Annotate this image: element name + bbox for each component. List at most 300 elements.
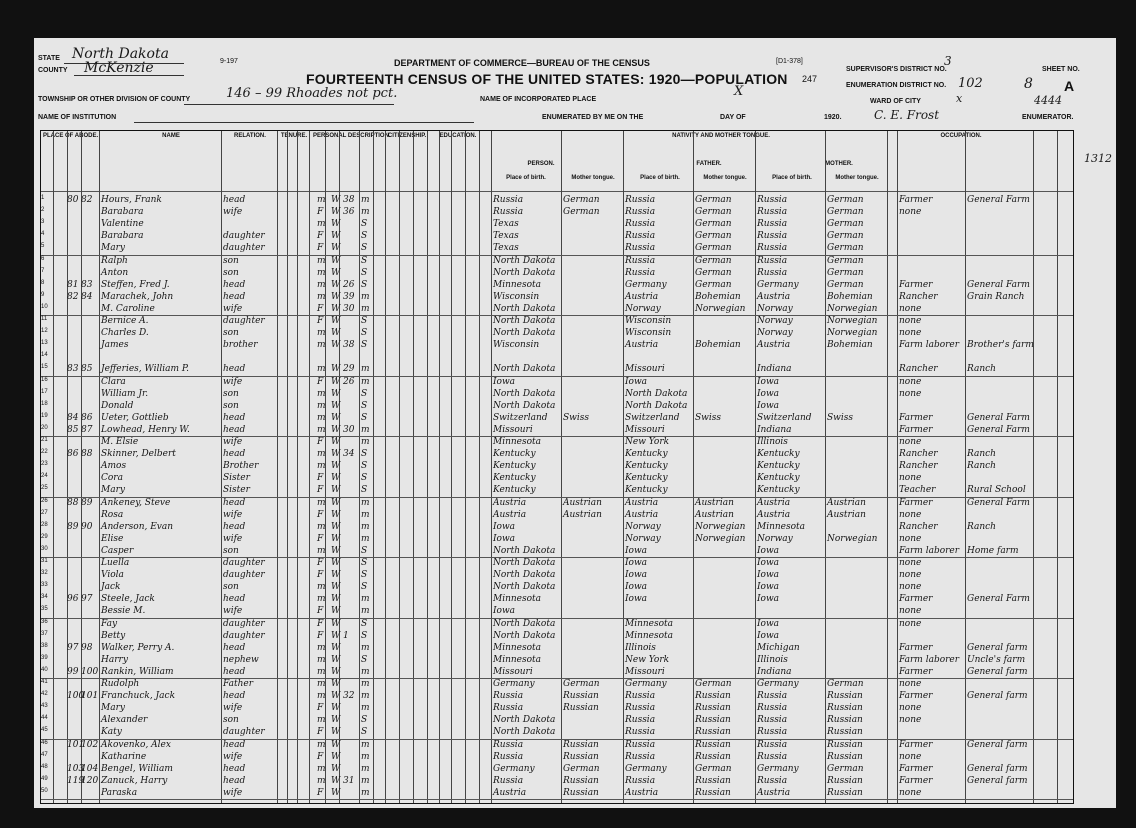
cell-fpob: Russia bbox=[625, 243, 656, 254]
cell-pob: North Dakota bbox=[493, 630, 556, 641]
cell-ms: S bbox=[361, 545, 368, 556]
cell-occ: Rancher bbox=[899, 461, 938, 472]
cell-pob: North Dakota bbox=[493, 303, 556, 314]
cell-occ: none bbox=[899, 606, 922, 617]
cell-age: 26 bbox=[343, 376, 355, 387]
cell-occ: none bbox=[899, 388, 922, 399]
cell-mmt: German bbox=[827, 219, 864, 230]
cell-occ: Farmer bbox=[899, 279, 933, 290]
cell-age: 1 bbox=[343, 630, 349, 641]
cell-fpob: Germany bbox=[625, 279, 667, 290]
cell-mt: Russian bbox=[563, 739, 599, 750]
cell-fpob: Iowa bbox=[625, 376, 648, 387]
state-value: North Dakota bbox=[72, 46, 169, 62]
section-education: EDUCATION. bbox=[439, 133, 477, 139]
cell-fpob: Russia bbox=[625, 195, 656, 205]
table-row bbox=[41, 207, 1073, 220]
cell-occ: none bbox=[899, 582, 922, 593]
cell-ms: S bbox=[361, 412, 368, 423]
cell-fpob: Missouri bbox=[625, 666, 665, 677]
cell-ind: Ranch bbox=[967, 449, 996, 460]
cell-ms: m bbox=[361, 195, 370, 205]
cell-rel: wife bbox=[223, 437, 243, 447]
cell-ms: m bbox=[361, 533, 370, 544]
cell-ms: S bbox=[361, 255, 368, 266]
cell-name: Barabara bbox=[101, 231, 144, 242]
cell-occ: Farmer bbox=[899, 666, 933, 677]
cell-rc: W bbox=[331, 509, 341, 520]
cell-rc: W bbox=[331, 787, 341, 798]
cell-fmt: Norwegian bbox=[695, 533, 746, 544]
cell-rel: son bbox=[223, 400, 239, 411]
cell-pob: North Dakota bbox=[493, 727, 556, 738]
cell-pob: Kentucky bbox=[493, 449, 536, 460]
cell-fmt: Russian bbox=[695, 739, 731, 750]
cell-dw: 86 bbox=[67, 449, 79, 460]
cell-name: Lowhead, Henry W. bbox=[101, 424, 190, 435]
cell-mmt: Russian bbox=[827, 727, 863, 738]
cell-name: Clara bbox=[101, 376, 126, 387]
cell-n: 4 bbox=[41, 231, 45, 238]
form-number: 9-197 bbox=[220, 58, 238, 65]
cell-mmt: German bbox=[827, 763, 864, 774]
cell-pob: Iowa bbox=[493, 533, 516, 544]
cell-pob: Russia bbox=[493, 751, 524, 762]
cell-fmt: Russian bbox=[695, 703, 731, 714]
cell-sx: F bbox=[317, 473, 324, 484]
cell-rc: W bbox=[331, 449, 341, 460]
cell-dw: 103 bbox=[67, 763, 85, 774]
cell-ms: S bbox=[361, 267, 368, 278]
cell-n: 40 bbox=[41, 666, 48, 673]
cell-mpob: Russia bbox=[757, 715, 788, 726]
cell-name: Valentine bbox=[101, 219, 144, 230]
cell-occ: Farmer bbox=[899, 763, 933, 774]
cell-fpob: North Dakota bbox=[625, 388, 688, 399]
table-row bbox=[41, 679, 1073, 692]
cell-dw: 84 bbox=[67, 412, 79, 423]
table-row bbox=[41, 268, 1073, 281]
cell-fpob: Austria bbox=[625, 340, 659, 351]
cell-sx: m bbox=[317, 582, 326, 593]
cell-pob: Russia bbox=[493, 739, 524, 750]
col-place-of-birth-father: Place of birth. bbox=[640, 175, 680, 181]
cell-occ: none bbox=[899, 787, 922, 798]
cell-mpob: Russia bbox=[757, 207, 788, 218]
table-row bbox=[41, 534, 1073, 547]
county-value: McKenzie bbox=[84, 60, 154, 76]
cell-name: Anderson, Evan bbox=[101, 521, 174, 532]
cell-fpob: Russia bbox=[625, 691, 656, 702]
cell-pob: Wisconsin bbox=[493, 340, 540, 351]
cell-fpob: Iowa bbox=[625, 570, 648, 581]
cell-mpob: Illinois bbox=[757, 654, 788, 665]
table-row bbox=[41, 413, 1073, 426]
cell-age: 26 bbox=[343, 279, 355, 290]
supervisor-label: SUPERVISOR'S DISTRICT NO. bbox=[846, 66, 947, 73]
cell-dw: 81 bbox=[67, 279, 79, 290]
cell-pob: Minnesota bbox=[493, 654, 542, 665]
cell-fpob: Wisconsin bbox=[625, 316, 672, 326]
cell-rel: head bbox=[223, 775, 246, 786]
cell-rc: W bbox=[331, 679, 341, 689]
cell-n: 1 bbox=[41, 195, 45, 201]
cell-rc: W bbox=[331, 533, 341, 544]
cell-fmt: Norwegian bbox=[695, 303, 746, 314]
cell-sx: F bbox=[317, 207, 324, 218]
cell-name: James bbox=[101, 340, 129, 351]
cell-age: 29 bbox=[343, 364, 355, 375]
cell-mmt: Norwegian bbox=[827, 328, 878, 339]
cell-mpob: Russia bbox=[757, 255, 788, 266]
cell-ind: Rural School bbox=[967, 485, 1026, 496]
cell-fpob: Missouri bbox=[625, 364, 665, 375]
cell-sx: m bbox=[317, 521, 326, 532]
cell-occ: Rancher bbox=[899, 291, 938, 302]
cell-mmt: Russian bbox=[827, 739, 863, 750]
cell-rc: W bbox=[331, 376, 341, 387]
cell-name: Franchuck, Jack bbox=[101, 691, 176, 702]
side-number: 1312 bbox=[1084, 152, 1112, 165]
cell-pob: Minnesota bbox=[493, 594, 542, 605]
cell-fam: 84 bbox=[81, 291, 93, 302]
cell-pob: North Dakota bbox=[493, 316, 556, 326]
cell-mt: Swiss bbox=[563, 412, 589, 423]
cell-rc: W bbox=[331, 485, 341, 496]
cell-rel: daughter bbox=[223, 316, 265, 326]
cell-rel: wife bbox=[223, 303, 243, 314]
cell-sx: F bbox=[317, 630, 324, 641]
cell-ms: m bbox=[361, 679, 370, 689]
cell-dw: 100 bbox=[67, 691, 85, 702]
cell-sx: m bbox=[317, 364, 326, 375]
cell-rc: W bbox=[331, 400, 341, 411]
cell-name: Mary bbox=[101, 485, 125, 496]
cell-mpob: Minnesota bbox=[757, 521, 806, 532]
cell-fpob: Norway bbox=[625, 303, 661, 314]
cell-rel: daughter bbox=[223, 727, 265, 738]
page-stamp: 247 bbox=[802, 74, 818, 84]
cell-age: 32 bbox=[343, 691, 355, 702]
cell-mmt: German bbox=[827, 207, 864, 218]
cell-name: Katy bbox=[101, 727, 122, 738]
cell-fmt: Bohemian bbox=[695, 340, 741, 351]
cell-rel: Sister bbox=[223, 485, 250, 496]
cell-mmt: Russian bbox=[827, 715, 863, 726]
cell-rc: W bbox=[331, 461, 341, 472]
cell-mmt: German bbox=[827, 267, 864, 278]
cell-pob: Austria bbox=[493, 497, 527, 508]
cell-mpob: Austria bbox=[757, 509, 791, 520]
cell-name: Akovenko, Alex bbox=[101, 739, 171, 750]
cell-mpob: Norway bbox=[757, 533, 793, 544]
cell-sx: m bbox=[317, 388, 326, 399]
cell-ms: S bbox=[361, 654, 368, 665]
cell-rc: W bbox=[331, 279, 341, 290]
cell-pob: Texas bbox=[493, 231, 519, 242]
cell-ms: m bbox=[361, 497, 370, 508]
table-row bbox=[41, 389, 1073, 402]
cell-fpob: Missouri bbox=[625, 424, 665, 435]
cell-sx: m bbox=[317, 715, 326, 726]
cell-rc: W bbox=[331, 763, 341, 774]
header-divider bbox=[41, 191, 1073, 192]
cell-mmt: Russian bbox=[827, 751, 863, 762]
cell-rc: W bbox=[331, 388, 341, 399]
cell-fpob: Russia bbox=[625, 727, 656, 738]
cell-rel: son bbox=[223, 582, 239, 593]
cell-sx: m bbox=[317, 195, 326, 205]
cell-fmt: Austrian bbox=[695, 509, 734, 520]
col-mother-tongue-person: Mother tongue. bbox=[571, 175, 615, 181]
cell-rel: Sister bbox=[223, 473, 250, 484]
cell-occ: Farmer bbox=[899, 739, 933, 750]
cell-fam: 82 bbox=[81, 195, 93, 205]
cell-fpob: Minnesota bbox=[625, 630, 674, 641]
cell-fam: 120 bbox=[81, 775, 99, 786]
cell-rc: W bbox=[331, 642, 341, 653]
cell-fpob: Iowa bbox=[625, 594, 648, 605]
cell-n: 18 bbox=[41, 400, 48, 407]
cell-mmt: German bbox=[827, 279, 864, 290]
cell-n: 24 bbox=[41, 473, 48, 480]
cell-rc: W bbox=[331, 618, 341, 629]
cell-pob: Missouri bbox=[493, 424, 533, 435]
cell-n: 13 bbox=[41, 340, 48, 347]
cell-name: Fay bbox=[101, 618, 118, 629]
cell-ind: Home farm bbox=[967, 545, 1019, 556]
cell-mpob: Austria bbox=[757, 340, 791, 351]
cell-ind: General Farm bbox=[967, 424, 1030, 435]
cell-mmt: German bbox=[827, 243, 864, 254]
cell-rc: W bbox=[331, 267, 341, 278]
cell-rc: W bbox=[331, 606, 341, 617]
cell-n: 49 bbox=[41, 775, 48, 782]
cell-mpob: Iowa bbox=[757, 570, 780, 581]
cell-fmt: Norwegian bbox=[695, 521, 746, 532]
cell-mpob: Russia bbox=[757, 727, 788, 738]
cell-n: 11 bbox=[41, 316, 48, 322]
cell-mmt: German bbox=[827, 195, 864, 205]
cell-occ: Farm laborer bbox=[899, 654, 960, 665]
cell-mpob: Kentucky bbox=[757, 485, 800, 496]
cell-occ: Rancher bbox=[899, 521, 938, 532]
cell-sx: m bbox=[317, 328, 326, 339]
cell-pob: Germany bbox=[493, 763, 535, 774]
cell-rel: head bbox=[223, 279, 246, 290]
cell-mmt: Bohemian bbox=[827, 291, 873, 302]
cell-n: 46 bbox=[41, 739, 48, 746]
cell-pob: Russia bbox=[493, 195, 524, 205]
cell-dw: 85 bbox=[67, 424, 79, 435]
cell-sx: m bbox=[317, 412, 326, 423]
cell-rel: Brother bbox=[223, 461, 259, 472]
cell-mmt: German bbox=[827, 231, 864, 242]
cell-n: 9 bbox=[41, 291, 45, 298]
cell-mt: German bbox=[563, 195, 600, 205]
cell-mpob: Iowa bbox=[757, 582, 780, 593]
cell-fam: 101 bbox=[81, 691, 99, 702]
cell-n: 8 bbox=[41, 279, 45, 286]
table-row bbox=[41, 401, 1073, 414]
cell-fpob: Austria bbox=[625, 291, 659, 302]
enumerated-label: ENUMERATED BY ME ON THE bbox=[542, 114, 644, 121]
table-row bbox=[41, 280, 1073, 293]
cell-fpob: Russia bbox=[625, 207, 656, 218]
cell-name: Donald bbox=[101, 400, 134, 411]
cell-ms: S bbox=[361, 727, 368, 738]
cell-rc: W bbox=[331, 521, 341, 532]
table-row bbox=[41, 498, 1073, 511]
cell-sx: F bbox=[317, 727, 324, 738]
cell-mmt: Norwegian bbox=[827, 533, 878, 544]
cell-name: Rudolph bbox=[101, 679, 140, 689]
cell-rc: W bbox=[331, 751, 341, 762]
cell-fpob: North Dakota bbox=[625, 400, 688, 411]
cell-fpob: Russia bbox=[625, 715, 656, 726]
cell-ms: S bbox=[361, 449, 368, 460]
cell-mpob: Indiana bbox=[757, 666, 792, 677]
cell-pob: Russia bbox=[493, 775, 524, 786]
cell-dw: 88 bbox=[67, 497, 79, 508]
cell-fam: 98 bbox=[81, 642, 93, 653]
cell-ms: S bbox=[361, 243, 368, 254]
cell-ms: m bbox=[361, 739, 370, 750]
cell-n: 33 bbox=[41, 582, 48, 589]
cell-occ: none bbox=[899, 437, 922, 447]
cell-sx: m bbox=[317, 679, 326, 689]
cell-n: 17 bbox=[41, 388, 48, 395]
cell-rc: W bbox=[331, 630, 341, 641]
cell-pob: Austria bbox=[493, 509, 527, 520]
cell-rel: son bbox=[223, 545, 239, 556]
table-row bbox=[41, 703, 1073, 716]
cell-mpob: Iowa bbox=[757, 558, 780, 568]
cell-name: M. Caroline bbox=[101, 303, 155, 314]
cell-occ: none bbox=[899, 207, 922, 218]
cell-pob: North Dakota bbox=[493, 618, 556, 629]
cell-ind: General Farm bbox=[967, 195, 1030, 205]
cell-mpob: Illinois bbox=[757, 437, 788, 447]
cell-mpob: Iowa bbox=[757, 594, 780, 605]
cell-name: Anton bbox=[101, 267, 129, 278]
cell-mpob: Norway bbox=[757, 328, 793, 339]
cell-ind: Grain Ranch bbox=[967, 291, 1025, 302]
cell-n: 50 bbox=[41, 787, 48, 794]
cell-sx: F bbox=[317, 303, 324, 314]
cell-sx: m bbox=[317, 219, 326, 230]
cell-mmt: Russian bbox=[827, 691, 863, 702]
cell-rel: wife bbox=[223, 787, 243, 798]
cell-rel: brother bbox=[223, 340, 258, 351]
cell-pob: Iowa bbox=[493, 376, 516, 387]
cell-n: 23 bbox=[41, 461, 48, 468]
cell-mpob: Iowa bbox=[757, 545, 780, 556]
cell-mmt: Austrian bbox=[827, 509, 866, 520]
cell-dw: 119 bbox=[67, 775, 85, 786]
cell-n: 5 bbox=[41, 243, 45, 250]
cell-mt: German bbox=[563, 207, 600, 218]
cell-sx: m bbox=[317, 594, 326, 605]
cell-name: Ueter, Gottlieb bbox=[101, 412, 169, 423]
cell-name: M. Elsie bbox=[101, 437, 139, 447]
cell-mpob: Russia bbox=[757, 703, 788, 714]
supervisor-value: 3 bbox=[944, 54, 952, 68]
cell-sx: m bbox=[317, 461, 326, 472]
cell-fpob: New York bbox=[625, 437, 670, 447]
cell-mt: Russian bbox=[563, 775, 599, 786]
cell-name: Amos bbox=[101, 461, 127, 472]
cell-name: Barabara bbox=[101, 207, 144, 218]
cell-occ: none bbox=[899, 570, 922, 581]
cell-fam: 89 bbox=[81, 497, 93, 508]
cell-ind: General farm bbox=[967, 775, 1028, 786]
cell-rc: W bbox=[331, 775, 341, 786]
enumerator-label: ENUMERATOR. bbox=[1022, 114, 1074, 121]
cell-fpob: Kentucky bbox=[625, 449, 668, 460]
cell-n: 34 bbox=[41, 594, 48, 601]
cell-mpob: Austria bbox=[757, 497, 791, 508]
right-margin bbox=[1116, 0, 1136, 828]
cell-mmt: Austrian bbox=[827, 497, 866, 508]
cell-mpob: Russia bbox=[757, 195, 788, 205]
cell-rel: wife bbox=[223, 533, 243, 544]
cell-pob: North Dakota bbox=[493, 255, 556, 266]
sheet-value: 8 bbox=[1024, 76, 1033, 92]
cell-rc: W bbox=[331, 691, 341, 702]
cell-n: 22 bbox=[41, 449, 48, 456]
cell-ind: Uncle's farm bbox=[967, 654, 1026, 665]
cell-name: Bengel, William bbox=[101, 763, 173, 774]
col-place-of-birth-person: Place of birth. bbox=[506, 175, 546, 181]
cell-fpob: Austria bbox=[625, 497, 659, 508]
cell-ind: General farm bbox=[967, 763, 1028, 774]
township-value: 146 – 99 Rhoades not pct. bbox=[226, 86, 398, 101]
cell-sx: m bbox=[317, 545, 326, 556]
cell-fam: 90 bbox=[81, 521, 93, 532]
table-row bbox=[41, 461, 1073, 474]
cell-n: 29 bbox=[41, 533, 48, 540]
cell-n: 31 bbox=[41, 558, 48, 564]
cell-n: 39 bbox=[41, 654, 48, 661]
cell-pob: Texas bbox=[493, 219, 519, 230]
cell-mt: Austrian bbox=[563, 497, 602, 508]
cell-name: Rosa bbox=[101, 509, 124, 520]
table-row bbox=[41, 510, 1073, 523]
cell-sx: m bbox=[317, 775, 326, 786]
cell-rc: W bbox=[331, 340, 341, 351]
cell-n: 25 bbox=[41, 485, 48, 492]
cell-mpob: Russia bbox=[757, 751, 788, 762]
cell-sx: m bbox=[317, 255, 326, 266]
cell-rel: daughter bbox=[223, 630, 265, 641]
cell-fpob: Minnesota bbox=[625, 618, 674, 629]
cell-rel: wife bbox=[223, 751, 243, 762]
cell-n: 26 bbox=[41, 497, 48, 504]
cell-rc: W bbox=[331, 437, 341, 447]
cell-ms: S bbox=[361, 219, 368, 230]
cell-mmt: Norwegian bbox=[827, 303, 878, 314]
cell-name: Alexander bbox=[101, 715, 148, 726]
cell-ms: m bbox=[361, 437, 370, 447]
cell-pob: North Dakota bbox=[493, 364, 556, 375]
state-label: STATE bbox=[38, 55, 60, 62]
cell-ind: Brother's farm bbox=[967, 340, 1034, 351]
cell-ms: S bbox=[361, 473, 368, 484]
cell-rel: daughter bbox=[223, 558, 265, 568]
cell-mpob: Germany bbox=[757, 679, 799, 689]
cell-mt: Russian bbox=[563, 751, 599, 762]
